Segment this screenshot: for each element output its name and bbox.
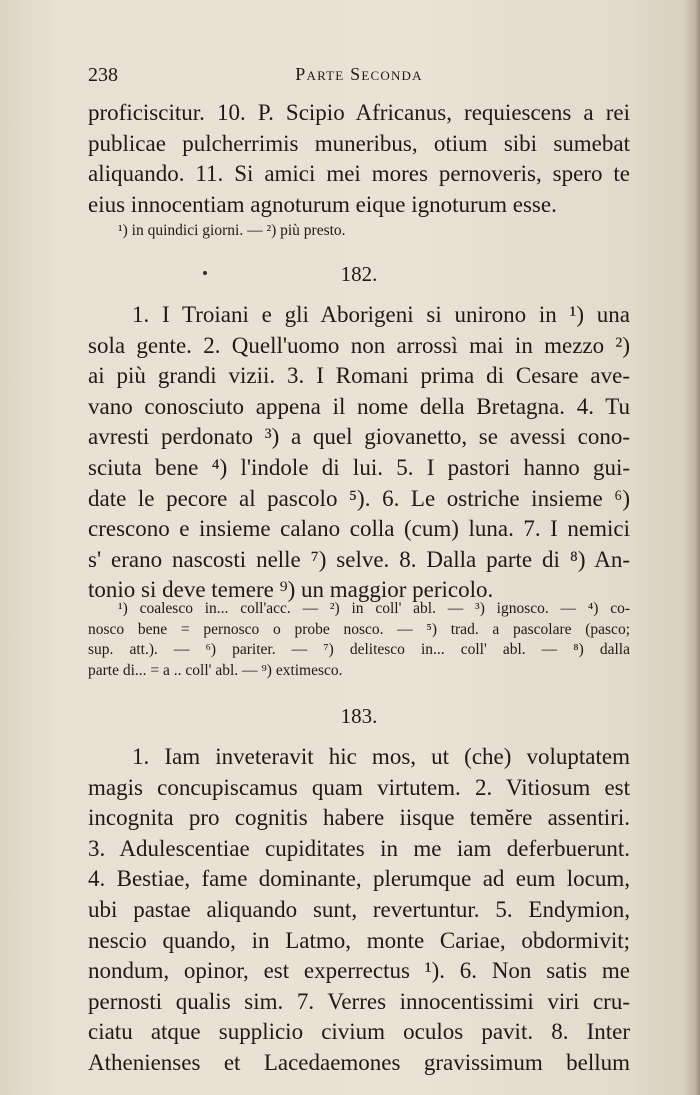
text-line: ubi pastae aliquando sunt, revertuntur. 5. Endymion,	[88, 896, 630, 922]
section-183-text	[88, 742, 630, 1079]
text-line: 4. Bestiae, fame dominante, plerumque ad eum locum,	[88, 866, 630, 892]
text-line: sola gente. 2. Quell'uomo non arrossì mai in mezzo ²)	[88, 332, 630, 358]
text-line: sciuta bene ⁴) l'indole di lui. 5. I pastori hanno gui-	[88, 454, 630, 480]
footnote-block	[88, 221, 630, 242]
text-line: avresti perdonato ³) a quel giovanetto, se avessi cono-	[88, 424, 630, 450]
section-number: 183.	[340, 704, 378, 728]
text-line: 1. Iam inveteravit hic mos, ut (che) voluptatem	[132, 744, 630, 769]
page-number: 238	[88, 64, 118, 86]
text-line: magis concupiscamus quam virtutem. 2. Vitiosum est	[88, 774, 630, 800]
text-line: aliquando. 11. Si amici mei mores pernoveris, spero te	[88, 161, 630, 187]
ink-speck	[203, 271, 207, 275]
text-line: nondum, opinor, est experrectus ¹). 6. Non satis me	[88, 958, 630, 984]
footnote-line: nosco bene = pernosco o probe nosco. — ⁵) trad. a pascolare (pasco;	[88, 620, 630, 638]
text-line: ciatu atque supplicio civium oculos pavit. 8. Inter	[88, 1019, 630, 1045]
text-line: proficiscitur. 10. P. Scipio Africanus, requiescens a rei	[88, 100, 630, 125]
text-line: Athenienses et Lacedaemones gravissimum bellum	[88, 1049, 630, 1075]
text-line: vano conosciuto appena il nome della Bretagna. 4. Tu	[88, 393, 630, 419]
text-line: 1. I Troiani e gli Aborigeni si unirono in ¹) una	[132, 302, 630, 327]
text-line: incognita pro cognitis habere iisque temĕre assentiri.	[88, 805, 630, 831]
text-line: crescono e insieme calano colla (cum) luna. 7. I nemici	[88, 516, 630, 542]
running-title: Parte Seconda	[295, 64, 423, 84]
text-line: date le pecore al pascolo ⁵). 6. Le ostriche insieme ⁶)	[88, 485, 630, 511]
footnote-line: ¹) coalesco in... coll'acc. — ²) in coll' abl. — ³) ignosco. — ⁴) co-	[118, 600, 630, 617]
text-line: pernosti qualis sim. 7. Verres innocentissimi viri cru-	[88, 988, 630, 1014]
running-head	[88, 64, 630, 90]
section-number: 182.	[340, 262, 378, 286]
section-182-footnotes	[88, 599, 630, 681]
footnote-line: sup. att.). — ⁶) pariter. — ⁷) delitesco in... coll' abl. — ⁸) dalla	[88, 641, 630, 658]
text-line: publicae pulcherrimis muneribus, otium sibi sumebat	[88, 130, 630, 156]
text-line: s' erano nascosti nelle ⁷) selve. 8. Dalla parte di ⁸) An-	[88, 546, 630, 572]
text-line: tonio si deve temere ⁹) un maggior pericolo.	[88, 577, 494, 603]
footnote-line: parte di... = a .. coll' abl. — ⁹) extimesco.	[88, 661, 343, 679]
section-182-text	[88, 300, 630, 606]
text-line: nescio quando, in Latmo, monte Cariae, obdormivit;	[88, 927, 630, 953]
text-line: 3. Adulescentiae cupiditates in me iam deferbuerunt.	[88, 835, 630, 861]
text-line: eius innocentiam agnoturum eique ignoturum esse.	[88, 191, 557, 217]
footnote-line: ¹) in quindici giorni. — ²) più presto.	[118, 222, 346, 239]
continued-paragraph	[88, 98, 630, 220]
page-edge-shadow	[684, 0, 700, 1095]
text-line: ai più grandi vizii. 3. I Romani prima di Cesare ave-	[88, 363, 630, 389]
